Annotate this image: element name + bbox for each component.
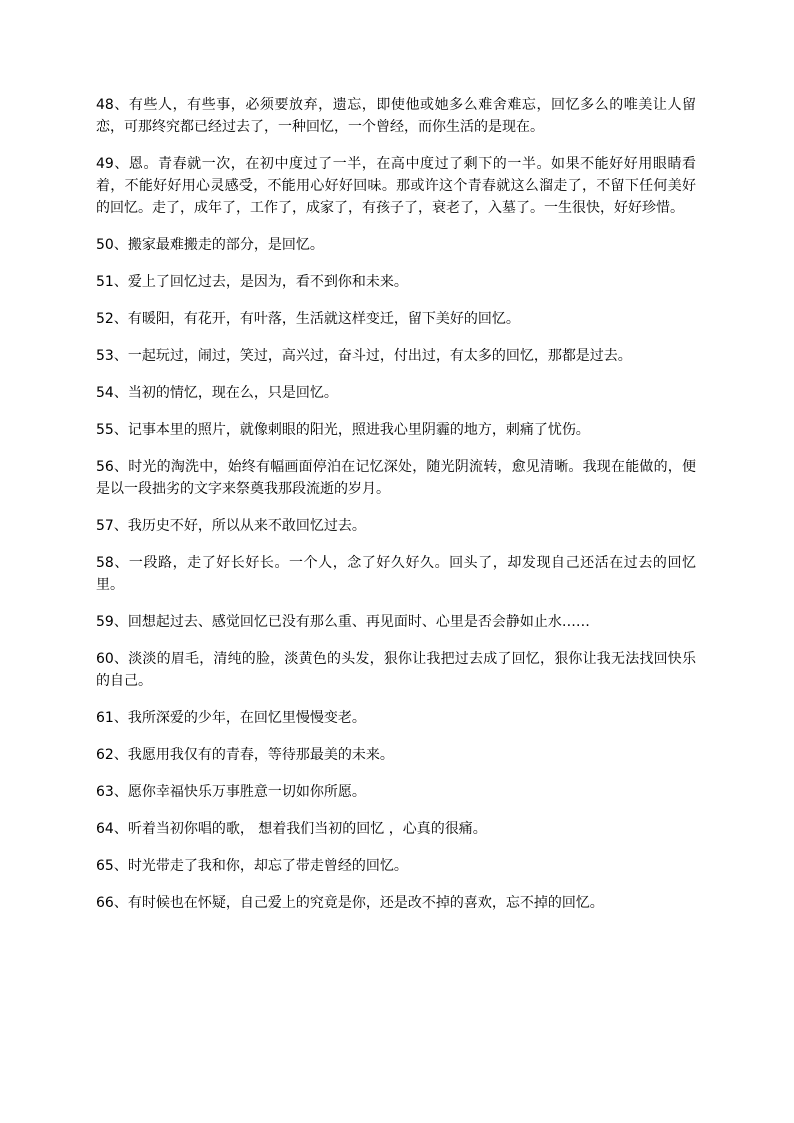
paragraph-51: 51、爱上了回忆过去，是因为，看不到你和未来。 (96, 274, 408, 290)
paragraph-50: 50、搬家最难搬走的部分，是回忆。 (96, 237, 324, 253)
paragraph-57: 57、我历史不好，所以从来不敢回忆过去。 (96, 518, 366, 534)
paragraph-58: 58、一段路，走了好长好长。一个人，念了好久好久。回头了，却发现自己还活在过去的回忆里。 (96, 555, 696, 593)
paragraph-54: 54、当初的情忆，现在么，只是回忆。 (96, 385, 338, 401)
paragraph-53: 53、一起玩过，闹过，笑过，高兴过，奋斗过，付出过，有太多的回忆，那都是过去。 (96, 348, 632, 364)
paragraph-59: 59、回想起过去、感觉回忆已没有那么重、再见面时、心里是否会静如止水…… (96, 614, 590, 630)
paragraph-66: 66、有时候也在怀疑，自己爱上的究竟是你，还是改不掉的喜欢，忘不掉的回忆。 (96, 895, 604, 911)
paragraph-62: 62、我愿用我仅有的青春，等待那最美的未来。 (96, 747, 394, 763)
paragraph-64: 64、听着当初你唱的歌， 想着我们当初的回忆 ，心真的很痛。 (96, 821, 487, 837)
paragraph-60: 60、淡淡的眉毛，清纯的脸，淡黄色的头发，狠你让我把过去成了回忆，狠你让我无法找回快乐的自己。 (96, 651, 696, 689)
paragraph-48: 48、有些人，有些事，必须要放弃，遗忘，即使他或她多么难舍难忘，回忆多么的唯美让人留恋，可那终究都已经过去了，一种回忆，一个曾经，而你生活的是现在。 (96, 97, 696, 135)
paragraph-56: 56、时光的淘洗中，始终有幅画面停泊在记忆深处，随光阴流转，愈见清晰。我现在能做的，便是以一段拙劣的文字来祭奠我那段流逝的岁月。 (96, 459, 696, 497)
paragraph-61: 61、我所深爱的少年，在回忆里慢慢变老。 (96, 710, 366, 726)
paragraph-65: 65、时光带走了我和你，却忘了带走曾经的回忆。 (96, 858, 408, 874)
paragraph-49: 49、恩。青春就一次，在初中度过了一半，在高中度过了剩下的一半。如果不能好好用眼睛看着，不能好好用心灵感受，不能用心好好回味。那或许这个青春就这么溜走了，不留下任何美好的回忆。走了，成年了，工作了，成家了，有孩子了，衰老了，入墓了。一生很快，好好珍惜。 (96, 156, 696, 216)
paragraph-55: 55、记事本里的照片，就像刺眼的阳光，照进我心里阴霾的地方，刺痛了忧伤。 (96, 422, 590, 438)
document-body (96, 94, 696, 929)
paragraph-63: 63、愿你幸福快乐万事胜意一切如你所愿。 (96, 784, 366, 800)
paragraph-52: 52、有暖阳，有花开，有叶落，生活就这样变迁，留下美好的回忆。 (96, 311, 520, 327)
